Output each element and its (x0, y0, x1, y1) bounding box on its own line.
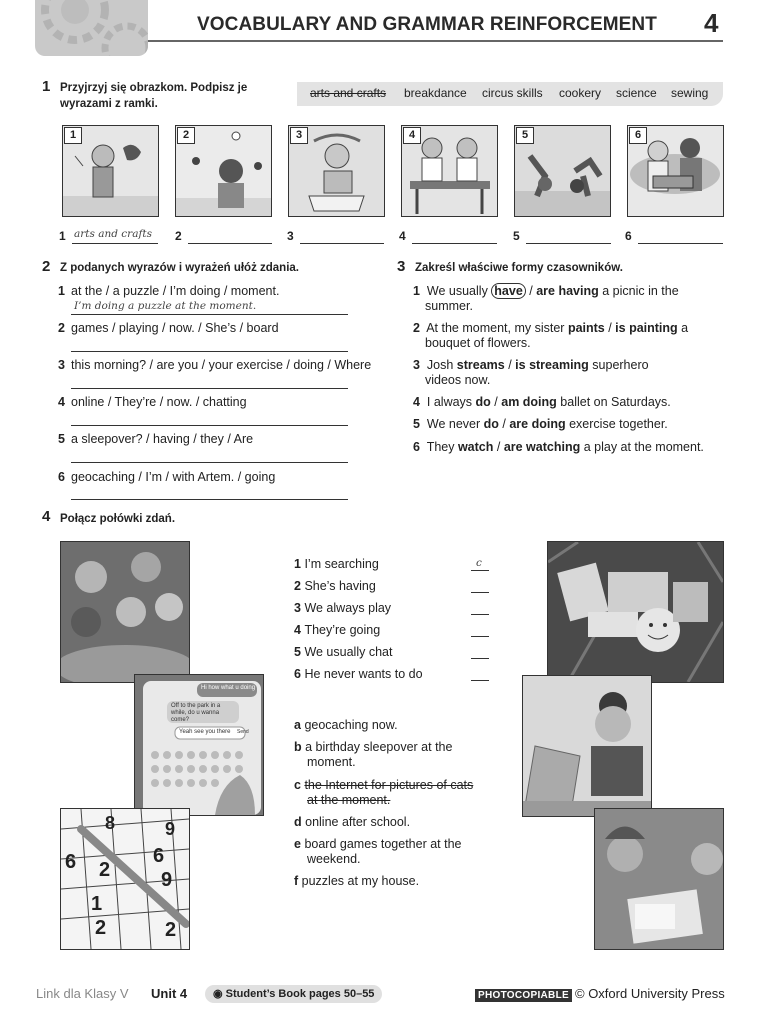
word-box-item: breakdance (404, 86, 467, 100)
photo-sudoku (60, 808, 190, 950)
ex2-prompt: this morning? / are you / your exercise / doing / Where (71, 358, 372, 372)
photocopiable-badge: PHOTOCOPIABLE (475, 989, 572, 1002)
gear-icon (35, 0, 148, 56)
ex2-answer-line[interactable] (71, 388, 348, 389)
ex2-prompt: geocaching / I’m / with Artem. / going (71, 470, 276, 484)
ex3-item[interactable]: 3 Josh streams / is streaming superhero videos now. (413, 358, 649, 387)
sudoku-digit: 2 (99, 859, 111, 881)
ex1-answer-number: 3 (287, 229, 294, 243)
picture-sewing (288, 125, 385, 217)
ex2-item-number: 5 (58, 432, 65, 446)
word-box-item: science (616, 86, 657, 100)
photo-girls-sleepover (60, 541, 190, 683)
sudoku-digit: 2 (165, 919, 177, 941)
sudoku-digit: 6 (65, 851, 77, 873)
word-box-item: sewing (671, 86, 709, 100)
sudoku-digit: 9 (161, 869, 173, 891)
header-gear-tab (35, 0, 148, 56)
ex4-instruction: Połącz połówki zdań. (60, 513, 176, 525)
ex2-answer-text: I’m doing a puzzle at the moment. (74, 300, 257, 312)
ex3-item[interactable]: 5 We never do / are doing exercise together. (413, 417, 668, 431)
ex2-answer-line[interactable] (71, 499, 348, 500)
phone-message: Off to the park in a while, do u wanna come? (171, 703, 221, 723)
ex1-answer-number: 2 (175, 229, 182, 243)
ex4-answer-line[interactable] (471, 636, 489, 637)
ex1-answer-line[interactable] (72, 243, 158, 244)
header-rule (148, 40, 723, 42)
ex1-answer-line[interactable] (412, 243, 497, 244)
page-title: VOCABULARY AND GRAMMAR REINFORCEMENT (197, 14, 657, 35)
ex2-prompt: at the / a puzzle / I’m doing / moment. (71, 284, 280, 298)
ex1-answer-number: 6 (625, 229, 632, 243)
ex4-right-item: b a birthday sleepover at the moment. (294, 740, 453, 769)
picture-number: 4 (403, 127, 421, 144)
ex3-instruction: Zakreśl właściwe formy czasowników. (415, 262, 623, 274)
footer-publisher: © Oxford University Press (575, 986, 725, 1001)
phone-input: Yeah see you there (179, 729, 231, 735)
sudoku-digit: 9 (165, 819, 176, 839)
ex4-right-item: d online after school. (294, 815, 411, 829)
ex4-left-item: 6 He never wants to do (294, 667, 423, 681)
ex4-left-item: 4 They’re going (294, 623, 381, 637)
ex4-right-item: a geocaching now. (294, 718, 398, 732)
footer-pages-badge: ◉ Student’s Book pages 50–55 (205, 985, 382, 1003)
picture-number: 3 (290, 127, 308, 144)
ex1-instruction: Przyjrzyj się obrazkom. Podpisz je wyrazami z ramki. (60, 82, 248, 110)
ex2-number: 2 (42, 258, 51, 275)
picture-number: 2 (177, 127, 195, 144)
picture-number: 1 (64, 127, 82, 144)
ex1-answer-number: 1 (59, 229, 66, 243)
picture-science (627, 125, 724, 217)
picture-arts-and-crafts (62, 125, 159, 217)
sudoku-digit: 8 (105, 813, 116, 833)
ex4-answer-text: c (476, 557, 482, 569)
sudoku-digit: 2 (95, 917, 107, 939)
word-box-item: circus skills (482, 86, 543, 100)
ex4-right-item: e board games together at the weekend. (294, 837, 462, 866)
ex3-item[interactable]: 6 They watch / are watching a play at the moment. (413, 440, 704, 454)
ex4-right-item: c the Internet for pictures of cats at the moment. (294, 778, 474, 807)
ex1-answer-number: 5 (513, 229, 520, 243)
ex2-item-number: 1 (58, 284, 65, 298)
ex3-number: 3 (397, 258, 406, 275)
ex2-item-number: 3 (58, 358, 65, 372)
photo-board-games (594, 808, 724, 950)
photo-phone-chat (134, 674, 264, 816)
photo-girl-laptop (522, 675, 652, 817)
picture-number: 6 (629, 127, 647, 144)
ex4-answer-line[interactable] (471, 658, 489, 659)
ex2-answer-line[interactable] (71, 351, 348, 352)
ex2-prompt: online / They’re / now. / chatting (71, 395, 247, 409)
ex2-answer-line[interactable] (71, 462, 348, 463)
footer-course: Link dla Klasy V (36, 986, 129, 1001)
ex4-answer-line[interactable] (471, 592, 489, 593)
ex4-left-item: 2 She’s having (294, 579, 376, 593)
ex2-prompt: a sleepover? / having / they / Are (71, 432, 254, 446)
ex2-prompt: games / playing / now. / She’s / board (71, 321, 279, 335)
ex2-item-number: 4 (58, 395, 65, 409)
picture-circus-skills (175, 125, 272, 217)
picture-breakdance (514, 125, 611, 217)
ex4-left-item: 3 We always play (294, 601, 392, 615)
phone-send-button: Send (237, 729, 249, 735)
sudoku-digit: 1 (91, 893, 103, 915)
word-box-item: arts and crafts (310, 86, 387, 100)
ex1-answer-line[interactable] (188, 243, 272, 244)
footer-unit: Unit 4 (151, 986, 188, 1001)
ex4-answer-line[interactable] (471, 570, 489, 571)
ex1-answer-number: 4 (399, 229, 406, 243)
ex4-left-item: 5 We usually chat (294, 645, 393, 659)
circled-answer[interactable]: have (491, 283, 526, 299)
ex3-item[interactable]: 4 I always do / am doing ballet on Saturdays. (413, 395, 671, 409)
ex2-instruction: Z podanych wyrazów i wyrażeń ułóż zdania. (60, 262, 299, 274)
picture-number: 5 (516, 127, 534, 144)
ex2-answer-line[interactable] (71, 425, 348, 426)
ex3-item[interactable]: 2 At the moment, my sister paints / is painting a bouquet of flowers. (413, 321, 689, 350)
ex4-left-item: 1 I’m searching (294, 557, 379, 571)
photo-geocache (547, 541, 724, 683)
eye-icon: ◉ (213, 988, 223, 1000)
ex2-item-number: 2 (58, 321, 65, 335)
word-box-item: cookery (559, 86, 602, 100)
ex1-answer-line[interactable] (300, 243, 384, 244)
ex4-answer-line[interactable] (471, 614, 489, 615)
unit-number: 4 (704, 8, 719, 38)
ex3-item[interactable]: 1 We usually have / are having a picnic in the summer. (413, 284, 679, 313)
ex1-answer-text: arts and crafts (74, 228, 152, 240)
sudoku-digit: 6 (153, 845, 165, 867)
ex4-answer-line[interactable] (471, 680, 489, 681)
phone-message: Hi how what u doing (201, 685, 256, 691)
ex4-right-item: f puzzles at my house. (294, 874, 420, 888)
ex2-item-number: 6 (58, 470, 65, 484)
ex1-answer-line[interactable] (526, 243, 611, 244)
picture-cookery (401, 125, 498, 217)
ex1-number: 1 (42, 78, 51, 95)
ex4-number: 4 (42, 508, 51, 525)
ex1-answer-line[interactable] (638, 243, 723, 244)
ex2-answer-line[interactable] (71, 314, 348, 315)
